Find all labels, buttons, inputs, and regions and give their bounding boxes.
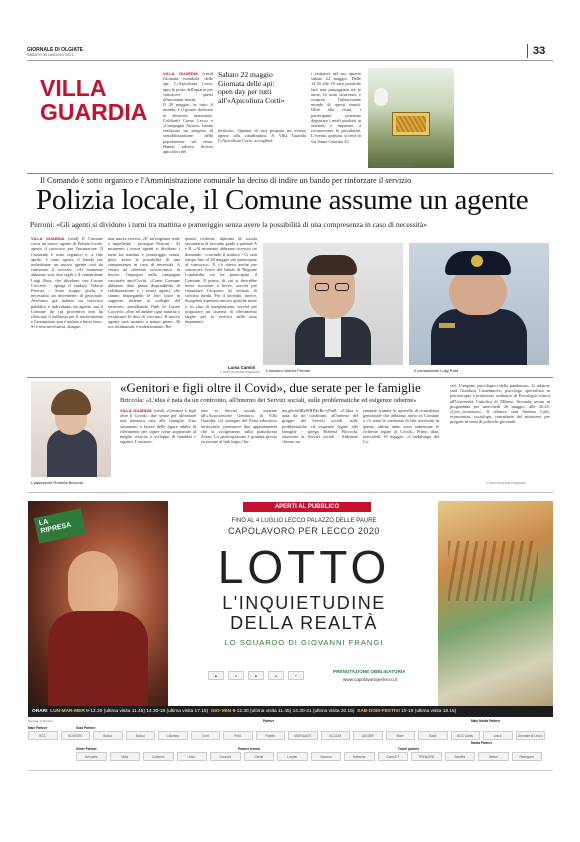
api-article-tag: VILLA GUARDIA xyxy=(163,71,198,76)
commander-face xyxy=(449,269,507,315)
hours-label: ORARI xyxy=(32,709,48,714)
api-title-line1: Sabato 22 maggio xyxy=(218,70,273,79)
sponsor-logo: BCC Cantù xyxy=(451,731,481,740)
section-title-line2: GUARDIA xyxy=(40,99,148,125)
ad-title-inquietudine: L'INQUIETUDINE xyxy=(222,593,386,613)
page-number: 33 xyxy=(533,45,546,57)
sponsor-logo: NOVATEK xyxy=(61,731,91,740)
sponsor-label-7: Travel partner xyxy=(398,747,420,751)
covid-headline: «Genitori e figli oltre il Covid», due serate per le famiglie xyxy=(120,380,421,395)
ad-hours-bar xyxy=(28,706,553,717)
sponsor-area xyxy=(28,719,553,761)
sponsor-logo: Mica xyxy=(110,752,141,761)
sponsor-logo: Serafini xyxy=(445,752,476,761)
covid-subhead: Briccola: «L'idea è nata da un confronto, all'interno dei Servizi sociali, sulle problematiche ed esigenze odierne» xyxy=(120,397,417,404)
beehive-photo xyxy=(368,68,454,168)
open-banner: APERTI AL PUBBLICO xyxy=(243,502,371,512)
covid-col3: ms.gle/ur6BaWRFdvBo-yFin8. «L'idea è nata da un confronto, all'interno del gruppo dei Servizi sociali, sulle problematiche ed esigenze legate alle famiglie - spiega Roberta Briccola, assessore ai Servizi sociali - Abbiamo chiesto un xyxy=(282,408,358,445)
logo-provincia: ■ xyxy=(248,671,264,680)
ad-website[interactable]: www.capolavoroperlecco.it xyxy=(343,677,398,682)
mayor-glasses-right xyxy=(335,283,349,291)
hours-days-2: GIO-VEN xyxy=(210,709,232,714)
commander-uniform xyxy=(431,309,527,365)
police-subhead: Perroni: «Gli agenti si dividono i turni tra mattina e pomeriggio senza avere la possibilità di una compresenza in caso di necessità» xyxy=(30,220,428,229)
hours-time-3: 10-19 (ultima visita 18.15) xyxy=(401,709,457,714)
hours-time-1: 9-12.30 (ultima visita 11.45) 14.30-18 (ultima visita 17.15) xyxy=(86,709,209,714)
sponsor-row-2 xyxy=(76,752,553,762)
sponsor-logo: Bosco xyxy=(93,731,123,740)
sponsor-logo: ACCOM xyxy=(321,731,351,740)
sponsor-logo: Flaires xyxy=(256,731,286,740)
police-col3: quisiti richiesti: diploma di scuola secondaria di secondo grado e patente A e B. «Al momento abbiamo ricevuto tre domande - conclude il sindaco - Ci sarà tempo fino al 28 maggio per partecipare al concorso». E c'è attesa anche per conoscere l'esito del bando di Regione Lombardia cui ha partecipato il Comune. Il primo, di cui si dovrebbe avere riscontro a breve, servirà per finanziare l'acquisto di un'auto di servizio ibrida. Per il secondo, invece, bisognerà aspettare ancora qualche mese e, in caso di assegnazione, servirà per acquistare un sistema di rilevamento targhe per la verifica delle auto inquinanti. xyxy=(185,236,257,325)
sponsor-label-4: Main Media Partner xyxy=(471,719,501,723)
police-col1-text: (cmd) Il Comune cerca un nuovo agente di Polizia locale: aperto il concorso per l'assunzione. Il Comando è sotto organico e, a fine aprile, è stato aperto il bando per individuare un nuovo agente così da rinforzare il servizio. «Al momento abbiamo solo due vigili e il comandante Luigi Rota, che dividono con Lucate Caccivio - spiega il sindaco Valerio Perroni - Sono troppo pochi, è necessario un incremento di personale. Avevamo già indetto un concorso pubblico e individuato un agente, ma il Comune da cui proveniva non ha rilasciato il nullaosta per il trasferimento e l'assunzione non è andata a buon fine». Si è resa necessaria, dunque, xyxy=(31,236,103,330)
covid-col1 xyxy=(120,408,196,486)
sponsor-label-2: Gold Partner xyxy=(76,726,96,730)
ad-dates: FINO AL 4 LUGLIO LECCO PALAZZO DELLE PAURE xyxy=(231,518,377,524)
api-article-para2: Il 20 maggio, in tutto il mondo, è il giorno dedicato ai laboriosi imenotteri. Coldiretti Como Lecco e «Campagna Amica» hanno realizzato un progetto di sensibilizzazione della popolazione sul tema. Hanno aderito diversi apicoltori del xyxy=(163,102,213,155)
api-title-line4: all'«Apicoltura Corti» xyxy=(218,95,285,105)
police-headline: Polizia locale, il Comune assume un agente xyxy=(36,184,529,216)
sponsor-label-5: Silver Partner xyxy=(76,747,97,751)
sponsor-logo: BCC xyxy=(28,731,58,740)
api-article-col1 xyxy=(163,71,213,171)
header-divider xyxy=(527,44,528,58)
covid-credit: © RIPRODUZIONE RISERVATA xyxy=(486,481,527,485)
api-credit: © RIPRODUZIONE RISERVATA xyxy=(372,164,413,168)
honeycomb xyxy=(396,116,426,132)
commander-photo xyxy=(409,243,549,365)
hours-time-2: 9-12.30 (ultima visita 11.45) 14.30-21 (ultima visita 20.15) xyxy=(232,709,355,714)
ad-capolavoro: CAPOLAVORO PER LECCO 2020 xyxy=(228,526,380,536)
covid-tag: VILLA GUARDIA xyxy=(120,408,152,413)
beekeeper-hood xyxy=(374,88,388,106)
sponsor-logo: Baldi xyxy=(418,731,448,740)
rule-1 xyxy=(27,173,553,174)
sponsor-logo: Banca xyxy=(126,731,156,740)
api-article-title xyxy=(218,71,306,105)
mayor-caption: Il sindaco Valerio Perroni xyxy=(266,368,311,373)
logo-comune: ◆ xyxy=(208,671,224,680)
police-col1 xyxy=(31,236,103,373)
sponsor-logo: Conf xyxy=(191,731,221,740)
sponsor-label-3: Partner xyxy=(263,719,275,723)
exhibition-ad xyxy=(28,492,553,717)
api-title-line3: open day per tutti xyxy=(218,87,272,97)
sponsor-label-0: Sponsor in Partner xyxy=(28,719,54,723)
police-byline: Luisa Camini xyxy=(228,365,256,370)
logo-fondazione: ▲ xyxy=(268,671,284,680)
ad-prenotazione: PRENOTAZIONE OBBLIGATORIA xyxy=(333,669,406,674)
mayor-glasses-left xyxy=(315,283,329,291)
covid-col2: rato ai Servizi sociali, insieme all'«Associazione Genitori» di Villa Guardia, col sostegno del Patto educativo territoriale, promuove due appuntamenti che si svolgeranno sulla piattaforma Zoom. La partecipazione è gratuita previa iscrizione al link https://for- xyxy=(201,408,277,445)
ad-title-lotto: LOTTO xyxy=(217,541,391,593)
logo-regione: ● xyxy=(228,671,244,680)
sponsor-logo: Giornale di Lecco xyxy=(516,731,546,740)
covid-col5: vid. L'impatto psicologico della pandemia». Il relatore sarà Gianluca Castelnuovo, psicologo specialista in psicoterapia e professore ordinario di Psicologia clinica all'Università Cattolica di Milano. Seconda serata in programma per mercoledì 26 maggio, alle 20.45: «Con_vocazioni». Il relatore sarà Stefano Laffi, economista, sociologo, consulente del ministero per progetti in tema di politiche giovanili. xyxy=(450,383,550,425)
police-kicker: Il Comando è sotto organico e l'Amministrazione comunale ha deciso di indire un bando per rinforzare il servizio xyxy=(40,176,412,185)
covid-col4: rimando tramite lo sportello di consulenza genitoriale che abbiamo attivo in Comune e c'è stata la conferma di tale necessità in questo ultimo anno sono aumentate le richieste legate al Covid». Primo data, mercoledì 19 maggio: «L'ondalunga del Co- xyxy=(363,408,439,445)
assessore-hair xyxy=(51,389,91,415)
police-col2: una nuova ricerca. «E' un'esigenza reale e impellente - prosegue Perroni - Al momento i nostri agenti si dividono i turni tra mattina e pomeriggio senza, però, avere la possibilità di una compresenza in caso di necessità. A creare un ulteriore sovraccarico di lavoro, l'impegno nella campagna vaccinale anti-Covid. «Come Comune abbiamo dato piena disponibilità di collaborazione e i nostri agenti, che stanno impiegando le loro forze in supporto insieme ai colleghi del territorio, presidiando l'hub di Lurate Caccivio, oltre ad andare ogni mattina a recuperare le dosi di vaccino». Il nuovo agente sarà assunto a tempo pieno, 36 ore settimanali, e indeterminato. Re- xyxy=(108,236,180,330)
issue-date: SABATO 15 MAGGIO 2021 xyxy=(27,53,74,57)
logo-cariplo: ✦ xyxy=(288,671,304,680)
rule-2 xyxy=(27,377,553,378)
api-title-line2: Giornata delle api: xyxy=(218,78,275,88)
sponsor-label-1: Main Partner xyxy=(28,726,48,730)
police-tag: VILLA GUARDIA xyxy=(31,236,65,241)
ad-subtitle: LO SGUARDO DI GIOVANNI FRANGI xyxy=(224,638,384,647)
sponsor-logo: Resegone xyxy=(512,752,543,761)
sponsor-logo: Colombo xyxy=(143,752,174,761)
sponsor-logo: Halmetor xyxy=(344,752,375,761)
commander-cap-badge xyxy=(471,255,483,267)
api-article-lead: (cmd) Giornata mondiale delle api: l'«Apicoltura Corti» apre le porte dell'apiario per conoscere questi affascinanti insetti. xyxy=(163,71,213,103)
header-rule xyxy=(27,60,553,61)
footer-rule xyxy=(27,770,553,771)
ripresa-ribbon: LA RIPRESA xyxy=(34,508,86,543)
sponsor-logo: TRENORD xyxy=(411,752,442,761)
assessore-photo xyxy=(31,381,111,477)
section-title-line1: VILLA xyxy=(40,75,107,101)
hours-days-1: LUN-MAR-MER xyxy=(50,709,85,714)
api-article-col3: i visitatori nel suo apiario sabato 22 maggio. Dalle 14.30 alle 19 sarà possibile fare una passeggiata tra le arnie, in tutta sicurezza, e scoprire l'affascinante mondo di questi insetti. Oltre alla visita, i partecipanti potranno degustare i mieli prodotti in azienda e imparare a riconoscerne le peculiarità. L'evento, gratuito, si terrà in via Santa Caterina 25. xyxy=(311,71,361,144)
sponsor-logo: Loryan xyxy=(277,752,308,761)
sponsor-logo: MORGANTI xyxy=(288,731,318,740)
covid-col1-text: (cmd) «Genitori e figli oltre il Covid»: due serate per affrontare una tematica cara alle famiglie. Uno strumento a favore delle figure adulte di riferimento per capire come supportare al meglio crescita e sviluppo di bambini e ragazzi. L'assesso- xyxy=(120,408,196,445)
sponsor-logo: fraio xyxy=(177,752,208,761)
mayor-hair xyxy=(307,255,357,275)
hours-days-3: SAB-DOM-FESTIVI xyxy=(357,709,400,714)
sponsor-label-8: Media Partner xyxy=(471,741,493,745)
commander-caption: Il comandante Luigi Rota xyxy=(414,368,459,373)
commander-epaulette xyxy=(439,323,455,328)
sponsor-logo: AGGMR xyxy=(353,731,383,740)
sponsor-logo: Vettori xyxy=(478,752,509,761)
masthead: GIORNALE DI OLGIATE xyxy=(27,47,84,53)
sponsor-logo: Colombo xyxy=(158,731,188,740)
sponsor-logo: Cerati xyxy=(244,752,275,761)
sponsor-logo: Vianova xyxy=(311,752,342,761)
police-credit: © RIPRODUZIONE RISERVATA xyxy=(220,370,261,374)
sponsor-label-6: Partner tecnici xyxy=(238,747,261,751)
sponsor-logo: Aviovarie xyxy=(76,752,107,761)
sponsor-logo: PMA xyxy=(223,731,253,740)
ad-title-realta: DELLA REALTÀ xyxy=(230,613,378,633)
assessore-caption: L'assessore Roberta Briccola xyxy=(31,480,83,485)
api-article-col2: territorio. Ognuno di essi propone un evento aperto alla cittadinanza. A Villa Guardia l'«Apicoltura Corti» accoglierà xyxy=(218,128,306,144)
mayor-shirt xyxy=(325,317,341,357)
frangi-brushwork xyxy=(448,541,538,601)
sponsor-logo: ComoCT xyxy=(378,752,409,761)
sponsor-row-1 xyxy=(28,731,553,741)
frangi-painting xyxy=(438,501,553,706)
sponsor-logo: Gnocchi xyxy=(210,752,241,761)
assessore-jacket xyxy=(47,429,97,477)
painting-drapery xyxy=(48,611,148,706)
sponsor-logo: Mare xyxy=(386,731,416,740)
section-title xyxy=(40,76,147,124)
sponsor-logo: unica xyxy=(483,731,513,740)
mayor-photo xyxy=(263,243,403,365)
